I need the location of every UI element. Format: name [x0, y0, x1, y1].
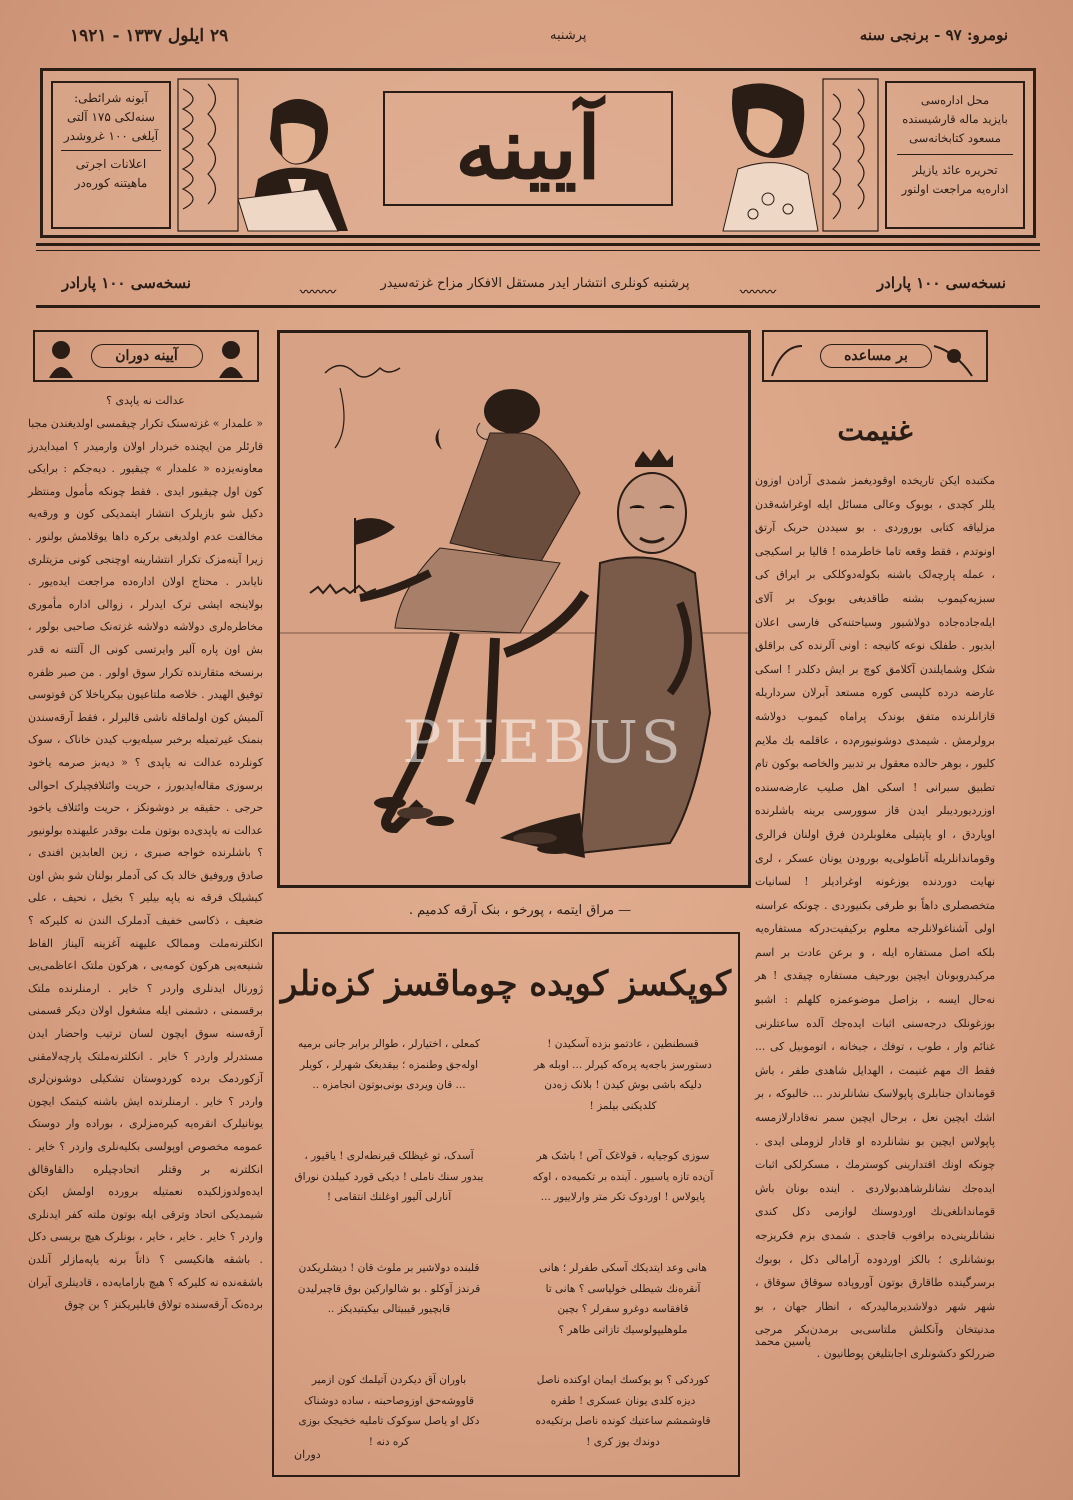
article-signature: یاسین محمد	[755, 1335, 811, 1348]
subscription-line: سنه‌لکی ۱۷۵ آلتی	[67, 110, 155, 124]
price-motto-line	[40, 270, 1036, 302]
poem-stanza: کوردکی ؟ بو یوکسك ایمان اوکنده ناصل دیزه کلدی یونان عسکری ! طفره قاوشمشم ساعتیك کونده ناصل برتکیه‌ده دوندك یوز کری !	[535, 1374, 711, 1448]
subline-rule	[36, 305, 1040, 309]
subscription-line: اعلانات اجرتی	[75, 157, 147, 171]
poem-stanzas	[294, 1034, 718, 1461]
left-column	[28, 330, 263, 1480]
poem-stanza: قسطنطین ، عادتمو بزده آسکیدن ! دستورسز باجه‌یه پره‌که کیرلر ... اوبله هر دلیکه باشی بوش کیدن ! بلانک زه‌دن کلدیکنی بیلمز !	[534, 1038, 712, 1112]
cartoon-caption: — مراق ایتمه ، پورخو ، بنک آرقه کدمیم .	[408, 903, 632, 918]
address-line: بایزید ماله قارشیسنده	[902, 112, 1008, 126]
column-subhead: عدالت نه یاپدی ؟	[106, 394, 185, 407]
column-banner-label: آیینه دوران	[91, 344, 203, 368]
woman-illustration	[693, 79, 878, 231]
cartoon-illustration	[277, 330, 751, 888]
motto: پرشنبه کونلری انتشار ایدر مستقل الافکار مزاح غزته‌سیدر	[380, 276, 690, 291]
poem-box	[272, 932, 740, 1477]
left-column-banner	[33, 330, 259, 382]
date-text: ۲۹ ایلول ۱۳۳۷ - ۱۹۲۱	[70, 26, 229, 46]
subscription-line: آبونه شرائطی:	[74, 91, 148, 105]
subscription-box	[51, 81, 171, 229]
poem-stanza: آسدک، تو غیظلک قیرنطه‌لری ! یاقیور ، یبدور سنك ناملی ! دیکی قورد کبیلدن نوراق آنارلی آلیور اوغلنك انتقامی !	[294, 1150, 484, 1203]
man-reading-illustration	[178, 79, 363, 231]
poem-stanza: قلبنده دولاشیر بر ملوث قان ! دیشلریکدن قرندز آوکلو . بو شالوارکین بوق قاچیرلیدن قابچیور قیبیتالی بیکیتیدیکز ..	[297, 1262, 481, 1315]
article-headline: غنیمت	[837, 414, 913, 447]
right-column-banner	[762, 330, 988, 382]
masthead	[40, 68, 1036, 238]
address-line: مسعود کتابخانه‌سی	[909, 131, 1001, 145]
right-column	[755, 330, 995, 1480]
poem-title: کوپکسز کویده چوماقسز کزه‌نلر	[280, 964, 732, 1004]
title-box	[383, 91, 673, 206]
right-column-body: مکتبده ایکن تاریخده اوقودیغمز شمدی آرادن اوزون یللر کچدی ، بوبوک وعالی مسائل ایله اوغراشه‌قدن مزلیاقه کتابی بوروردی . بو سیددن حربک آرتق اونوتدم ، فقط وقعه تاما خاطرمده ! قالیا بر اسکیجی ، عمله پارچه‌لک باشنه بکوله‌دوکلکی بر ایراق کی سبزیه‌کیموب بشنه طاقدیغی بوبوک بر آلای ایله‌جاده‌جاده دولاشیور وسیاحتنه‌کی فارسی اعلان ایدیور . طفلک نوعه کانیجه : اونی آلرنده کی براقلق شکل وشمایلندن آکلامق کوچ بر ایش دکلدر ! اسکی عارضه درده کلپسی کوره مستعد آبرلان سرداریله قازانلرنده متفق بوندک پراماه کیموب دولاشه برولرمش . شیمدی دوشونیورم‌ده ، عاقلمه بك ملایم کلیور ، بوهر حالده معقول بر تدبیر والخاصه بوکون تام تطبیق سبرانی ! اسکی اهل صلیب عارضه‌سنده اوزردیوردیبلر ایدن قاز سوورسی برینه باشلرنده اوپاردق ، او یاپتیلی مغلوبلردن فرق اولنان فرالری وقوماندانلریله آناطولی‌یه بورودن یونان عسکر ، لری نهایت دوردنده یوزغونه اوغرادیلر ! لسانیات متخصصلری داهاً بو طرفی بکنیوردی . چونکه عراسنه اولی آشناغولانلرجه معلوم برکیفیت‌درکه مستفاره‌یه بلکه اصل مستفاره ایله ، و برعن عادت بر اسم مرکبدروبونان ایچین بورحیف مستفاره چیقدی ! هر نه‌حال ایسه ، بزاصل موضوعمزه کلهلم : اشبو بوزغونلک درجه‌سنی اثبات ایده‌جك آلده ساعتلرنی غنائم وار ، طوب ، توفك ، جبخانه ، اتوموبیل کی ... فقط اك مهم غنیمت ، الهدایل شاهدی طفر ، باش قوماندان جنابلری پاپولاسک نشانلرندر ... خالبوکه ، بر اشك ایچین نعل ، برحال ایچین سمر نه‌قادارلازمسه پاپولاس ایچین بو نشانلرده او قادار لزوملی ایدی . چونکه اونك اقتدارینی کوسترمك ، مسکرلکی اثبات ایده‌جك نشانلرشاهدبولاردی . اینده بونان باش قوماندانلغی‌نك اوردوسنك لوازمی دکل کندی نشانلرینی‌ده برافوب قاجدی . شمدی بزم فکریزجه بونشانلری ؛ بالکز اوردوده آرامالی دکل ، ‌بوبوك برسرگینده طاقارق بوتون آوروپاده سوقاق سوقاق ، شهر شهر دولاشدیرمالیدرکه ، انظار جهان ، بو مدنیتخان وآنکلش ملتاسی‌بی برمدن‌بکر مرجی ضررلکو دکشونلری اجابتلیغن پوطانیون .	[755, 474, 995, 1360]
wave-ornament: 〰〰〰	[740, 285, 777, 299]
price-right: نسخه‌سی ۱۰۰ پارادر	[876, 274, 1006, 292]
poem-stanza: سوزی کوجیایه ، قولاغک آص ! باشک هر آن‌ده تازه یاسیور . آینده بر تکمیه‌ده ، اوکه پایولاس ! اوردوک تکر متر وارلاییور ...	[532, 1150, 714, 1203]
address-line: محل اداره‌سی	[920, 93, 990, 107]
address-line: تحریره عائد یازیلر	[912, 163, 998, 177]
price-left: نسخه‌سی ۱۰۰ پارادر	[62, 274, 192, 292]
poem-stanza: کمعلی ، اختیارلر ، طوالر برابر جانی برمیه اوله‌جق وطنمزه ؛ بیقدیغک شهرلر ، کویلر ... قان ویردی بونی‌بوتون انجامزه ..	[297, 1038, 481, 1091]
poem-stanza: هانی وعد ایتدیکك آسكی طفرلر ؛ هانی آنقره‌نك شیطلی خولیاسی ؟ هانی تا قافقاسه دوغرو سفرلر ؟ بچین ملوهلیپولوسیك تازاتی طاهر ؟	[539, 1262, 707, 1336]
left-column-body: « علمدار » غزته‌سنک تکرار چیقمسی اولدیغندن مجبا قارئلر من ایچنده خبردار اولان وارمیدر ؟ امیدایدرز معاونه‌یزده « علمدار » چیقیور . دیه‌جکم : برایکی کون اول چیقیور ایدی . فقط چونکه مأمول ومنتظر دکیل شو بازیلرک انتشار ایتمدیکی کون و ورقه‌یه مخالفت عدم اولدیغی برکره داها یوقلامش بولنور . زیرا آینه‌مزک تکرار انتشارینه اوچنجی کونی مزیتلری نایابدر . محتاج اولان اداره‌ده مراجعت ایده‌یور . بولاینجه ایشی ترک ایدرلر ، زوالی اداره مأموری مخاطره‌لری دولاشه دولاشه غزته‌نک صاحبی بولور ، بش اون پاره آلیر وایرتسی کونی ال آلتنه نه قدر برنسخه متقارنده تکرار سوق اولور . من صبر ظفره توفیق الهیدر . خلاصه ملتاعیون بیکریاخلا کن قوتوسی آلمیش کون اولماقله ناشی قالیرلر ، فقط آرقه‌سندن بنمنک غیرتمیله برخبر سیله‌یوب کیدن خاناک ، سوک کونلرده عدالت نه یاپدی ؟ « دیه‌بز صرمه یاخود برسوزی مقاله‌ایدیورز ، حریت وائتلافچیلرک احوالی حرجی . حقیقه بر دوشونکز ، حریت وائتلاف یاخود عدالت نه یاپدی‌ده بوتون ملت بوقدر علیهنده بولونیور ؟ باشلرنده خواجه صبری ، زین العابدین افندی ، صادق وروفیق خالد بک کی آدملر بولنان شو بش اون کیشیلک فرقه نه یاپه بیلیر ؟ بخیل ، نحیف ، علی ضعیف ، ذکاسی خفیف آدملرک الندن نه کلیرکه ؟ انکلترنه‌ملت وممالک علیهنه آغزینه آلیناز الفاظ شنیعه‌یی هرکون کومه‌یی ، هرکون ملتک اعاظمی‌یی ژورنال ایدنلری واردر ؟ خایر . ارمنلرنده ملتک برقسمنی ، دشمنی ایله مشغول اولان دیکر قسمنی آرقه‌سنه سوق ایچون لسان ترتیب واحضار ایدن مستدرلر واردر ؟ خایر . انکلترنه‌ملتک پارچه‌لامقنی آزکوردمک برده کوردوستان تشکیلی دوشونن‌لری واردر ؟ خایر . ارمنلرنده ایش باشنه کیتمک ایچون یونانیلرک انقره‌یه کیره‌مزلری ، بوراده وار دوستک عمومه مخصوص اوپولسی بکلیه‌نلری واردر ؟ خایر . انکلترنه بر وقتلر اتحادچیلره دالقاوقالق ایده‌ولدوزلکیده نعمتیله برورده اولمش ایکن شیمدیکی اتحاد وترقی ایله بوتون ملته کفر ایدنلری واردر ؟ خایر . خایر ، خایر ، بونلرک هیچ بریسی دکل . باشقه هانکیسی ؟ ذاتاً برنه یاپه‌مازلر آنلدن باشقه‌نده نه کلیرکه ؟ هیچ بارامایه‌ده ، قادینلری آیران برده‌نک آرقه‌سنده تولاق فابلیریکنز ؟ بن چوق	[28, 417, 263, 1312]
subscription-line: ماهیتنه کوره‌در	[74, 176, 148, 190]
masthead-rule	[36, 243, 1040, 251]
subscription-line: آیلغی ۱۰۰ غروشدر	[63, 129, 159, 143]
wave-ornament: 〰〰〰	[300, 285, 337, 299]
poem-signature: دوران	[294, 1448, 321, 1461]
weekday-text: پرشنبه	[550, 28, 587, 43]
poem-stanza: باوران آق دیکردن آتیلمك کون ازمیر قاووشه‌حق اوزوصاحبنه ، ساده دوشناک دکل او یاصل سوکوک تاملیه خخیجک بوزی کره دنه !	[298, 1374, 480, 1448]
address-box	[885, 81, 1025, 229]
issue-number: نومرو: ۹۷ - برنجی سنه	[859, 26, 1008, 44]
column-banner-label: بر مساعده	[820, 344, 932, 368]
top-dateline	[60, 26, 1013, 54]
watermark: PHEBUS	[402, 708, 684, 776]
newspaper-title: آیینه	[455, 97, 601, 199]
address-line: اداره‌یه مراجعت اولنور	[901, 182, 1009, 196]
